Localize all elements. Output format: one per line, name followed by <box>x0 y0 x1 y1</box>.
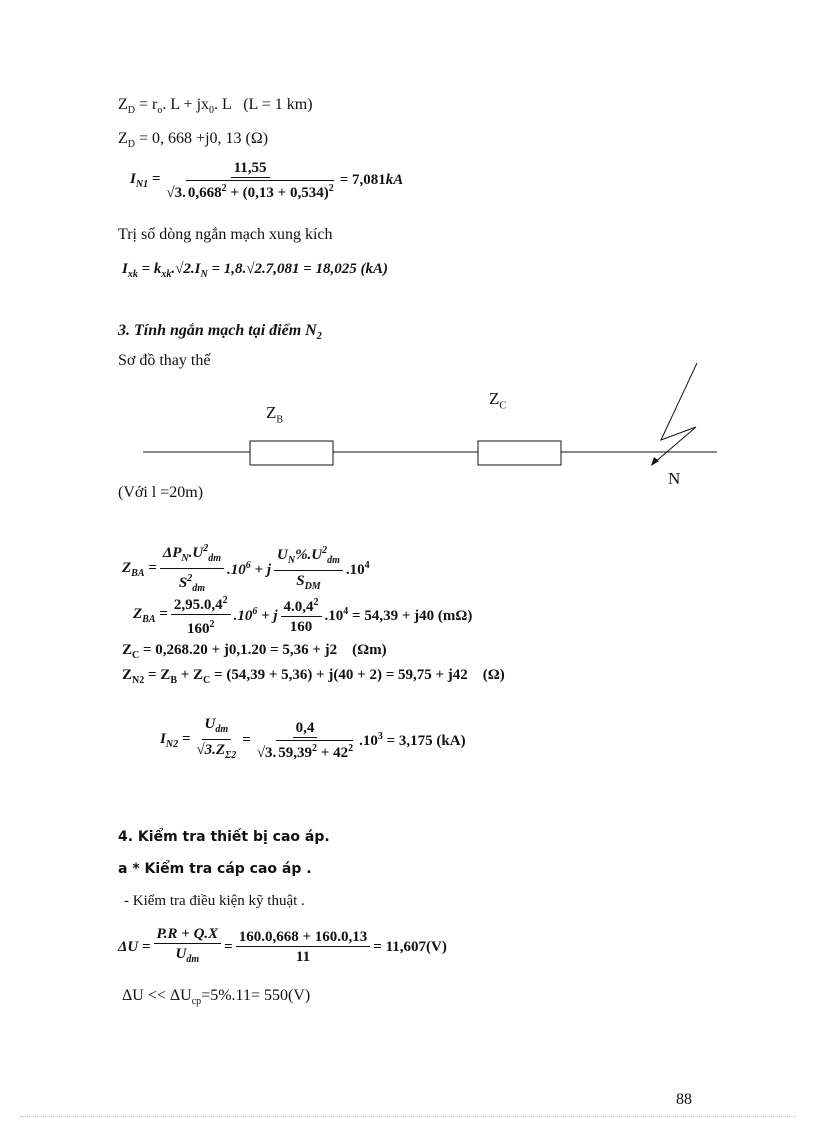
equivalent-circuit-diagram <box>0 355 816 495</box>
label-zb: $Z_B$ <box>266 403 284 426</box>
du-compare-line: $\Delta U << \Delta U_{cp}=5\%.11= 550(V)$ <box>122 987 311 1008</box>
in2-eq: = <box>242 731 251 748</box>
in2-den1: $√3.Z_{\Sigma 2}$ <box>196 742 237 761</box>
zba-value-tail: $.10^4 = 54,39 + j40$ (mΩ) <box>324 605 473 624</box>
zba-value-lhs: $Z_{BA}$ = <box>133 605 168 625</box>
in2-num2: 0,4 <box>293 720 318 738</box>
in2-frac1 <box>193 716 239 764</box>
in1-rhs: = 7,081kA <box>339 172 404 188</box>
section4a-title: a * Kiểm tra cáp cao áp . <box>118 861 312 877</box>
du-equation <box>118 926 447 968</box>
zd-value-line: $Z_D = 0$, 668 +j0, 13 (Ω) <box>118 130 269 151</box>
zba-general-frac2 <box>274 543 343 595</box>
in1-denominator: √3. $0,668^2 + (0,13 + 0,534)^2$ <box>163 178 336 201</box>
du-num2: 160.0,668 + 160.0,13 <box>236 929 371 947</box>
zd-formula-line: $Z_D = r_o$. $L + jx_0$. L (L = 1 km) <box>118 96 313 117</box>
zba-value-num2: 4.0,4$^2$ <box>281 595 322 617</box>
du-den1: $U_{dm}$ <box>175 946 200 965</box>
zn2-value-line: $Z_{N2} = Z_B + Z_C = (54,39 + 5,36) + j(40 + 2) = 59,75 + j42$ (Ω) <box>122 667 505 686</box>
in1-fraction <box>163 160 336 201</box>
zba-value-frac2 <box>281 595 322 635</box>
in2-equation <box>160 716 466 764</box>
fault-lightning-icon <box>654 363 697 463</box>
in2-tail: $.10^3 = 3,175$ (kA) <box>359 730 466 749</box>
zba-value-mid: $.10^6 + j$ <box>233 605 278 624</box>
impedance-zc-box <box>478 441 561 465</box>
zba-general-tail: $.10^4$ <box>345 559 370 578</box>
in1-numerator: 11,55 <box>231 160 270 178</box>
du-tail: = 11,607(V) <box>373 938 447 955</box>
page-number: 88 <box>676 1091 692 1108</box>
impedance-zb-box <box>250 441 333 465</box>
section4-check: - Kiểm tra điều kiện kỹ thuật . <box>124 893 305 909</box>
in1-equation <box>130 160 403 201</box>
zba-value-equation <box>133 593 472 637</box>
section3-title: 3. Tính ngắn mạch tại điểm $N_2$ <box>118 322 322 343</box>
du-eq: = <box>224 938 233 955</box>
du-num1: P.R + Q.X <box>154 926 222 944</box>
zba-general-num2: $U_N\%.U^2_{dm}$ <box>274 543 343 571</box>
zba-value-den1: $160^2$ <box>186 619 215 637</box>
in2-frac2 <box>254 720 356 761</box>
section4-title: 4. Kiểm tra thiết bị cao áp. <box>118 829 330 845</box>
in2-lhs: $I_{N2}$ = <box>160 730 191 750</box>
zba-general-den2: $S_{DM}$ <box>296 573 321 592</box>
label-n: N <box>668 469 681 488</box>
ixk-label: Trị số dòng ngắn mạch xung kích <box>118 226 333 243</box>
footer-dotted-rule <box>20 1116 796 1117</box>
du-frac1 <box>154 926 222 968</box>
in2-num1: $U_{dm}$ <box>202 716 232 740</box>
zba-value-den2: 160 <box>289 619 313 635</box>
du-lhs: ΔU = <box>118 938 151 955</box>
du-den2: 11 <box>295 949 311 965</box>
zc-value-line: $Z_C = 0,268.20 + j0,1.20 = 5,36 + j2$ (Ωm) <box>122 642 387 661</box>
ixk-formula: $I_{xk} = k_{xk}.√2.I_N = 1,8.√2.7,081 = 18,025$ (kA) <box>122 261 389 280</box>
zba-general-frac1 <box>160 541 224 597</box>
label-zc: $Z_C$ <box>489 389 507 412</box>
zba-general-mid: $.10^6 + j$ <box>227 559 271 578</box>
zba-general-equation <box>122 541 370 597</box>
length-note: (Với l =20m) <box>118 484 204 501</box>
in2-den2: √3. $59,39^2 + 42^2$ <box>254 738 356 761</box>
zba-general-num1: $\Delta P_N.U^2_{dm}$ <box>160 541 224 569</box>
zba-value-num1: 2,95.0,4$^2$ <box>171 593 231 615</box>
in1-lhs: $I_{N1}$ = <box>130 171 161 190</box>
zba-general-lhs: $Z_{BA}$ = <box>122 559 157 579</box>
zba-general-den1: $S^2_{dm}$ <box>178 573 205 594</box>
du-frac2 <box>236 929 371 965</box>
section3-subtitle: Sơ đồ thay thế <box>118 352 211 369</box>
zba-value-frac1 <box>171 593 231 637</box>
fault-arrowhead-icon <box>651 457 659 466</box>
